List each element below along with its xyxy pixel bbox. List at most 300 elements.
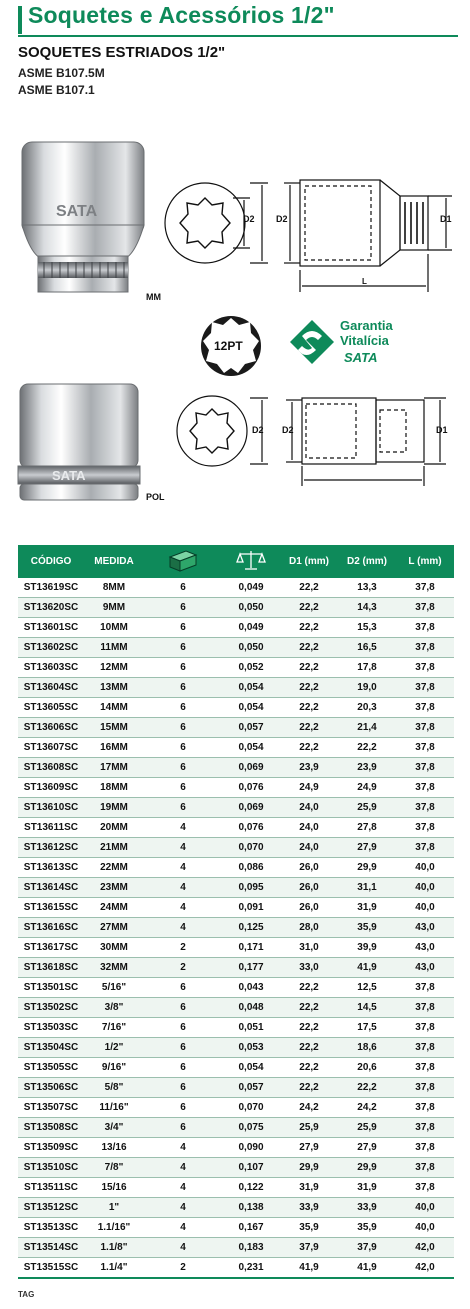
cell-d2: 24,2	[338, 1098, 396, 1118]
cell-size: 9MM	[84, 598, 144, 618]
cell-weight: 0,177	[222, 958, 280, 978]
cell-qty: 4	[144, 1238, 222, 1258]
cell-qty: 6	[144, 578, 222, 598]
cell-d1: 41,9	[280, 1258, 338, 1279]
cell-d2: 20,3	[338, 698, 396, 718]
cell-l: 37,8	[396, 1058, 454, 1078]
cell-size: 24MM	[84, 898, 144, 918]
table-row	[18, 1058, 454, 1078]
cell-qty: 6	[144, 778, 222, 798]
standard-line-2: ASME B107.1	[18, 83, 95, 97]
cell-d2: 21,4	[338, 718, 396, 738]
cell-qty: 6	[144, 618, 222, 638]
cell-qty: 6	[144, 638, 222, 658]
cell-weight: 0,054	[222, 678, 280, 698]
table-row	[18, 1078, 454, 1098]
table-row	[18, 918, 454, 938]
table-row	[18, 638, 454, 658]
cell-qty: 6	[144, 1098, 222, 1118]
cell-l: 42,0	[396, 1258, 454, 1279]
cell-d1: 22,2	[280, 1038, 338, 1058]
dim-label-d1-mm: D1	[440, 214, 452, 224]
cell-d2: 18,6	[338, 1038, 396, 1058]
cell-qty: 4	[144, 818, 222, 838]
cell-weight: 0,183	[222, 1238, 280, 1258]
cell-code: ST13617SC	[18, 938, 84, 958]
cell-d1: 22,2	[280, 738, 338, 758]
cell-code: ST13612SC	[18, 838, 84, 858]
cell-size: 1.1/8"	[84, 1238, 144, 1258]
cell-code: ST13616SC	[18, 918, 84, 938]
header-l: L (mm)	[396, 545, 454, 578]
table-row	[18, 578, 454, 598]
cell-qty: 6	[144, 798, 222, 818]
table-row	[18, 658, 454, 678]
cell-l: 42,0	[396, 1238, 454, 1258]
cell-qty: 4	[144, 878, 222, 898]
cell-size: 17MM	[84, 758, 144, 778]
product-subtitle: SOQUETES ESTRIADOS 1/2"	[18, 44, 226, 61]
cell-qty: 4	[144, 858, 222, 878]
box-icon	[166, 547, 200, 573]
cell-l: 37,8	[396, 1038, 454, 1058]
cell-weight: 0,050	[222, 598, 280, 618]
cell-d1: 22,2	[280, 978, 338, 998]
cell-l: 37,8	[396, 798, 454, 818]
cell-code: ST13607SC	[18, 738, 84, 758]
spec-table	[18, 545, 454, 1279]
table-row	[18, 738, 454, 758]
cell-d1: 28,0	[280, 918, 338, 938]
cell-qty: 6	[144, 1018, 222, 1038]
cell-d1: 23,9	[280, 758, 338, 778]
scale-icon	[236, 548, 266, 572]
cell-code: ST13501SC	[18, 978, 84, 998]
cell-size: 14MM	[84, 698, 144, 718]
table-row	[18, 978, 454, 998]
cell-code: ST13614SC	[18, 878, 84, 898]
cell-d2: 31,1	[338, 878, 396, 898]
header-d2: D2 (mm)	[338, 545, 396, 578]
cell-l: 37,8	[396, 818, 454, 838]
mm-socket-photo	[22, 142, 144, 292]
cell-d1: 22,2	[280, 1018, 338, 1038]
cell-code: ST13606SC	[18, 718, 84, 738]
cell-d2: 13,3	[338, 578, 396, 598]
dim-label-l-mm: L	[362, 277, 367, 286]
table-row	[18, 1238, 454, 1258]
cell-size: 13/16	[84, 1138, 144, 1158]
cell-qty: 4	[144, 1158, 222, 1178]
cell-l: 37,8	[396, 1138, 454, 1158]
table-row	[18, 1038, 454, 1058]
cell-d2: 27,8	[338, 818, 396, 838]
cell-d2: 41,9	[338, 958, 396, 978]
cell-code: ST13512SC	[18, 1198, 84, 1218]
cell-l: 37,8	[396, 1158, 454, 1178]
table-row	[18, 1258, 454, 1279]
cell-size: 15MM	[84, 718, 144, 738]
cell-size: 23MM	[84, 878, 144, 898]
cell-d1: 22,2	[280, 1058, 338, 1078]
cell-d2: 20,6	[338, 1058, 396, 1078]
cell-code: ST13618SC	[18, 958, 84, 978]
cell-qty: 4	[144, 1218, 222, 1238]
cell-d1: 26,0	[280, 878, 338, 898]
dim-label-d1-pol: D1	[436, 425, 448, 435]
cell-d2: 25,9	[338, 798, 396, 818]
cell-qty: 2	[144, 958, 222, 978]
cell-d2: 19,0	[338, 678, 396, 698]
cell-weight: 0,167	[222, 1218, 280, 1238]
guarantee-text-line-1: Garantia	[340, 318, 393, 333]
table-row	[18, 998, 454, 1018]
cell-l: 37,8	[396, 838, 454, 858]
table-row	[18, 778, 454, 798]
table-row	[18, 698, 454, 718]
table-row	[18, 1098, 454, 1118]
cell-weight: 0,125	[222, 918, 280, 938]
cell-code: ST13502SC	[18, 998, 84, 1018]
cell-size: 1.1/4"	[84, 1258, 144, 1279]
cell-code: ST13608SC	[18, 758, 84, 778]
cell-d1: 26,0	[280, 858, 338, 878]
cell-l: 37,8	[396, 698, 454, 718]
cell-d2: 14,3	[338, 598, 396, 618]
table-row	[18, 598, 454, 618]
cell-d1: 22,2	[280, 658, 338, 678]
cell-code: ST13510SC	[18, 1158, 84, 1178]
guarantee-brand: SATA	[344, 350, 378, 365]
page-title: Soquetes e Acessórios 1/2"	[28, 2, 335, 28]
cell-qty: 6	[144, 1078, 222, 1098]
header-weight	[222, 545, 280, 578]
cell-weight: 0,052	[222, 658, 280, 678]
cell-d1: 33,9	[280, 1198, 338, 1218]
cell-l: 37,8	[396, 638, 454, 658]
cell-weight: 0,054	[222, 738, 280, 758]
table-row	[18, 798, 454, 818]
header-code: CÓDIGO	[18, 545, 84, 578]
cell-l: 37,8	[396, 758, 454, 778]
spec-table-header	[18, 545, 454, 578]
cell-weight: 0,049	[222, 618, 280, 638]
cell-qty: 4	[144, 838, 222, 858]
cell-size: 11/16"	[84, 1098, 144, 1118]
table-row	[18, 1218, 454, 1238]
cell-code: ST13511SC	[18, 1178, 84, 1198]
cell-code: ST13514SC	[18, 1238, 84, 1258]
cell-l: 40,0	[396, 898, 454, 918]
cell-size: 12MM	[84, 658, 144, 678]
cell-l: 43,0	[396, 958, 454, 978]
cell-code: ST13611SC	[18, 818, 84, 838]
cell-weight: 0,069	[222, 758, 280, 778]
cell-qty: 4	[144, 898, 222, 918]
table-row	[18, 618, 454, 638]
cell-weight: 0,053	[222, 1038, 280, 1058]
cell-d2: 22,2	[338, 1078, 396, 1098]
cell-code: ST13619SC	[18, 578, 84, 598]
cell-d1: 22,2	[280, 638, 338, 658]
cell-l: 37,8	[396, 778, 454, 798]
cell-code: ST13505SC	[18, 1058, 84, 1078]
header-d1: D1 (mm)	[280, 545, 338, 578]
cell-code: ST13601SC	[18, 618, 84, 638]
cell-d2: 17,5	[338, 1018, 396, 1038]
table-row	[18, 1158, 454, 1178]
cell-d2: 37,9	[338, 1238, 396, 1258]
cell-d1: 24,0	[280, 818, 338, 838]
cell-d1: 26,0	[280, 898, 338, 918]
cell-d2: 41,9	[338, 1258, 396, 1279]
cell-qty: 6	[144, 658, 222, 678]
cell-l: 40,0	[396, 878, 454, 898]
cell-d1: 31,9	[280, 1178, 338, 1198]
cell-d2: 25,9	[338, 1118, 396, 1138]
cell-l: 40,0	[396, 1218, 454, 1238]
cell-qty: 6	[144, 598, 222, 618]
cell-qty: 4	[144, 1198, 222, 1218]
cell-d2: 27,9	[338, 1138, 396, 1158]
cell-d2: 16,5	[338, 638, 396, 658]
cell-size: 13MM	[84, 678, 144, 698]
cell-d2: 33,9	[338, 1198, 396, 1218]
cell-d1: 24,9	[280, 778, 338, 798]
cell-qty: 6	[144, 1058, 222, 1078]
cell-qty: 2	[144, 1258, 222, 1279]
table-row	[18, 1178, 454, 1198]
cell-weight: 0,086	[222, 858, 280, 878]
cell-size: 19MM	[84, 798, 144, 818]
cell-qty: 6	[144, 1038, 222, 1058]
cell-l: 37,8	[396, 618, 454, 638]
cell-code: ST13508SC	[18, 1118, 84, 1138]
header-qty	[144, 545, 222, 578]
dim-label-d2-side-mm: D2	[276, 214, 288, 224]
cell-weight: 0,050	[222, 638, 280, 658]
cell-d2: 31,9	[338, 898, 396, 918]
cell-weight: 0,090	[222, 1138, 280, 1158]
cell-qty: 6	[144, 1118, 222, 1138]
table-row	[18, 818, 454, 838]
cell-d2: 12,5	[338, 978, 396, 998]
cell-code: ST13610SC	[18, 798, 84, 818]
socket-brand-pol: SATA	[52, 468, 86, 483]
standard-line-1: ASME B107.5M	[18, 66, 105, 80]
cell-l: 37,8	[396, 1118, 454, 1138]
12pt-badge-label: 12PT	[214, 339, 243, 353]
table-row	[18, 678, 454, 698]
cell-qty: 6	[144, 978, 222, 998]
cell-weight: 0,043	[222, 978, 280, 998]
cell-code: ST13515SC	[18, 1258, 84, 1279]
cell-qty: 6	[144, 698, 222, 718]
dim-label-d2-side-pol: D2	[282, 425, 294, 435]
table-row	[18, 1118, 454, 1138]
cell-weight: 0,107	[222, 1158, 280, 1178]
table-row	[18, 1198, 454, 1218]
cell-size: 3/4"	[84, 1118, 144, 1138]
cell-d1: 22,2	[280, 698, 338, 718]
table-row	[18, 1018, 454, 1038]
cell-weight: 0,070	[222, 1098, 280, 1118]
table-row	[18, 898, 454, 918]
cell-d1: 22,2	[280, 1078, 338, 1098]
cell-size: 18MM	[84, 778, 144, 798]
cell-weight: 0,057	[222, 718, 280, 738]
cell-d1: 24,0	[280, 838, 338, 858]
cell-d2: 39,9	[338, 938, 396, 958]
cell-size: 8MM	[84, 578, 144, 598]
table-row	[18, 758, 454, 778]
cell-d2: 14,5	[338, 998, 396, 1018]
cell-code: ST13513SC	[18, 1218, 84, 1238]
cell-qty: 6	[144, 718, 222, 738]
cell-d1: 24,2	[280, 1098, 338, 1118]
cell-qty: 4	[144, 918, 222, 938]
cell-qty: 6	[144, 678, 222, 698]
cell-weight: 0,054	[222, 698, 280, 718]
cell-d1: 27,9	[280, 1138, 338, 1158]
guarantee-text-line-2: Vitalícia	[340, 333, 389, 348]
table-row	[18, 958, 454, 978]
cell-d1: 25,9	[280, 1118, 338, 1138]
cell-size: 20MM	[84, 818, 144, 838]
cell-d2: 31,9	[338, 1178, 396, 1198]
cell-d2: 23,9	[338, 758, 396, 778]
cell-d2: 27,9	[338, 838, 396, 858]
cell-code: ST13605SC	[18, 698, 84, 718]
cell-d1: 22,2	[280, 618, 338, 638]
cell-d1: 22,2	[280, 718, 338, 738]
cell-d2: 17,8	[338, 658, 396, 678]
cell-code: ST13507SC	[18, 1098, 84, 1118]
cell-d1: 22,2	[280, 678, 338, 698]
cell-size: 10MM	[84, 618, 144, 638]
cell-size: 1"	[84, 1198, 144, 1218]
table-row	[18, 838, 454, 858]
cell-d2: 35,9	[338, 918, 396, 938]
cell-weight: 0,057	[222, 1078, 280, 1098]
cell-l: 37,8	[396, 658, 454, 678]
cell-weight: 0,091	[222, 898, 280, 918]
cell-code: ST13504SC	[18, 1038, 84, 1058]
table-row	[18, 878, 454, 898]
cell-weight: 0,075	[222, 1118, 280, 1138]
cell-code: ST13615SC	[18, 898, 84, 918]
cell-weight: 0,069	[222, 798, 280, 818]
cell-size: 11MM	[84, 638, 144, 658]
cell-code: ST13620SC	[18, 598, 84, 618]
table-row	[18, 858, 454, 878]
table-row	[18, 938, 454, 958]
cell-l: 37,8	[396, 1178, 454, 1198]
cell-size: 5/8"	[84, 1078, 144, 1098]
cell-weight: 0,048	[222, 998, 280, 1018]
cell-l: 37,8	[396, 598, 454, 618]
mm-label: MM	[146, 292, 161, 302]
table-row	[18, 1138, 454, 1158]
cell-weight: 0,054	[222, 1058, 280, 1078]
cell-d1: 35,9	[280, 1218, 338, 1238]
cell-l: 37,8	[396, 1018, 454, 1038]
cell-d2: 15,3	[338, 618, 396, 638]
cell-d1: 22,2	[280, 998, 338, 1018]
cell-weight: 0,049	[222, 578, 280, 598]
table-row	[18, 718, 454, 738]
cell-code: ST13509SC	[18, 1138, 84, 1158]
cell-qty: 6	[144, 998, 222, 1018]
cell-qty: 6	[144, 758, 222, 778]
cell-code: ST13613SC	[18, 858, 84, 878]
cell-code: ST13604SC	[18, 678, 84, 698]
cell-d2: 29,9	[338, 858, 396, 878]
product-illustrations	[0, 0, 470, 540]
cell-code: ST13506SC	[18, 1078, 84, 1098]
cell-d1: 31,0	[280, 938, 338, 958]
cell-l: 37,8	[396, 578, 454, 598]
cell-l: 43,0	[396, 918, 454, 938]
cell-size: 22MM	[84, 858, 144, 878]
cell-weight: 0,095	[222, 878, 280, 898]
cell-weight: 0,051	[222, 1018, 280, 1038]
cell-weight: 0,122	[222, 1178, 280, 1198]
cell-size: 30MM	[84, 938, 144, 958]
dim-label-d2-front-pol: D2	[252, 425, 264, 435]
cell-d2: 24,9	[338, 778, 396, 798]
cell-size: 15/16	[84, 1178, 144, 1198]
cell-weight: 0,076	[222, 778, 280, 798]
cell-size: 3/8"	[84, 998, 144, 1018]
cell-d2: 29,9	[338, 1158, 396, 1178]
cell-weight: 0,076	[222, 818, 280, 838]
cell-code: ST13602SC	[18, 638, 84, 658]
cell-d2: 22,2	[338, 738, 396, 758]
cell-l: 40,0	[396, 858, 454, 878]
cell-size: 9/16"	[84, 1058, 144, 1078]
cell-weight: 0,231	[222, 1258, 280, 1279]
cell-weight: 0,070	[222, 838, 280, 858]
dim-label-d2-front-mm: D2	[243, 214, 255, 224]
cell-l: 37,8	[396, 738, 454, 758]
cell-d1: 29,9	[280, 1158, 338, 1178]
pol-side-view-diagram	[286, 398, 446, 486]
cell-qty: 4	[144, 1138, 222, 1158]
lifetime-guarantee-logo	[290, 320, 334, 364]
cell-l: 37,8	[396, 998, 454, 1018]
cell-qty: 4	[144, 1178, 222, 1198]
cell-l: 37,8	[396, 1078, 454, 1098]
mm-side-view-diagram	[284, 180, 452, 292]
cell-l: 37,8	[396, 978, 454, 998]
cell-code: ST13503SC	[18, 1018, 84, 1038]
cell-code: ST13609SC	[18, 778, 84, 798]
cell-d1: 37,9	[280, 1238, 338, 1258]
cell-size: 7/8"	[84, 1158, 144, 1178]
cell-qty: 2	[144, 938, 222, 958]
cell-size: 27MM	[84, 918, 144, 938]
cell-d1: 24,0	[280, 798, 338, 818]
cell-d1: 33,0	[280, 958, 338, 978]
cell-size: 16MM	[84, 738, 144, 758]
cell-weight: 0,171	[222, 938, 280, 958]
cell-l: 43,0	[396, 938, 454, 958]
cell-code: ST13603SC	[18, 658, 84, 678]
cell-l: 37,8	[396, 678, 454, 698]
cell-size: 32MM	[84, 958, 144, 978]
cell-l: 37,8	[396, 718, 454, 738]
